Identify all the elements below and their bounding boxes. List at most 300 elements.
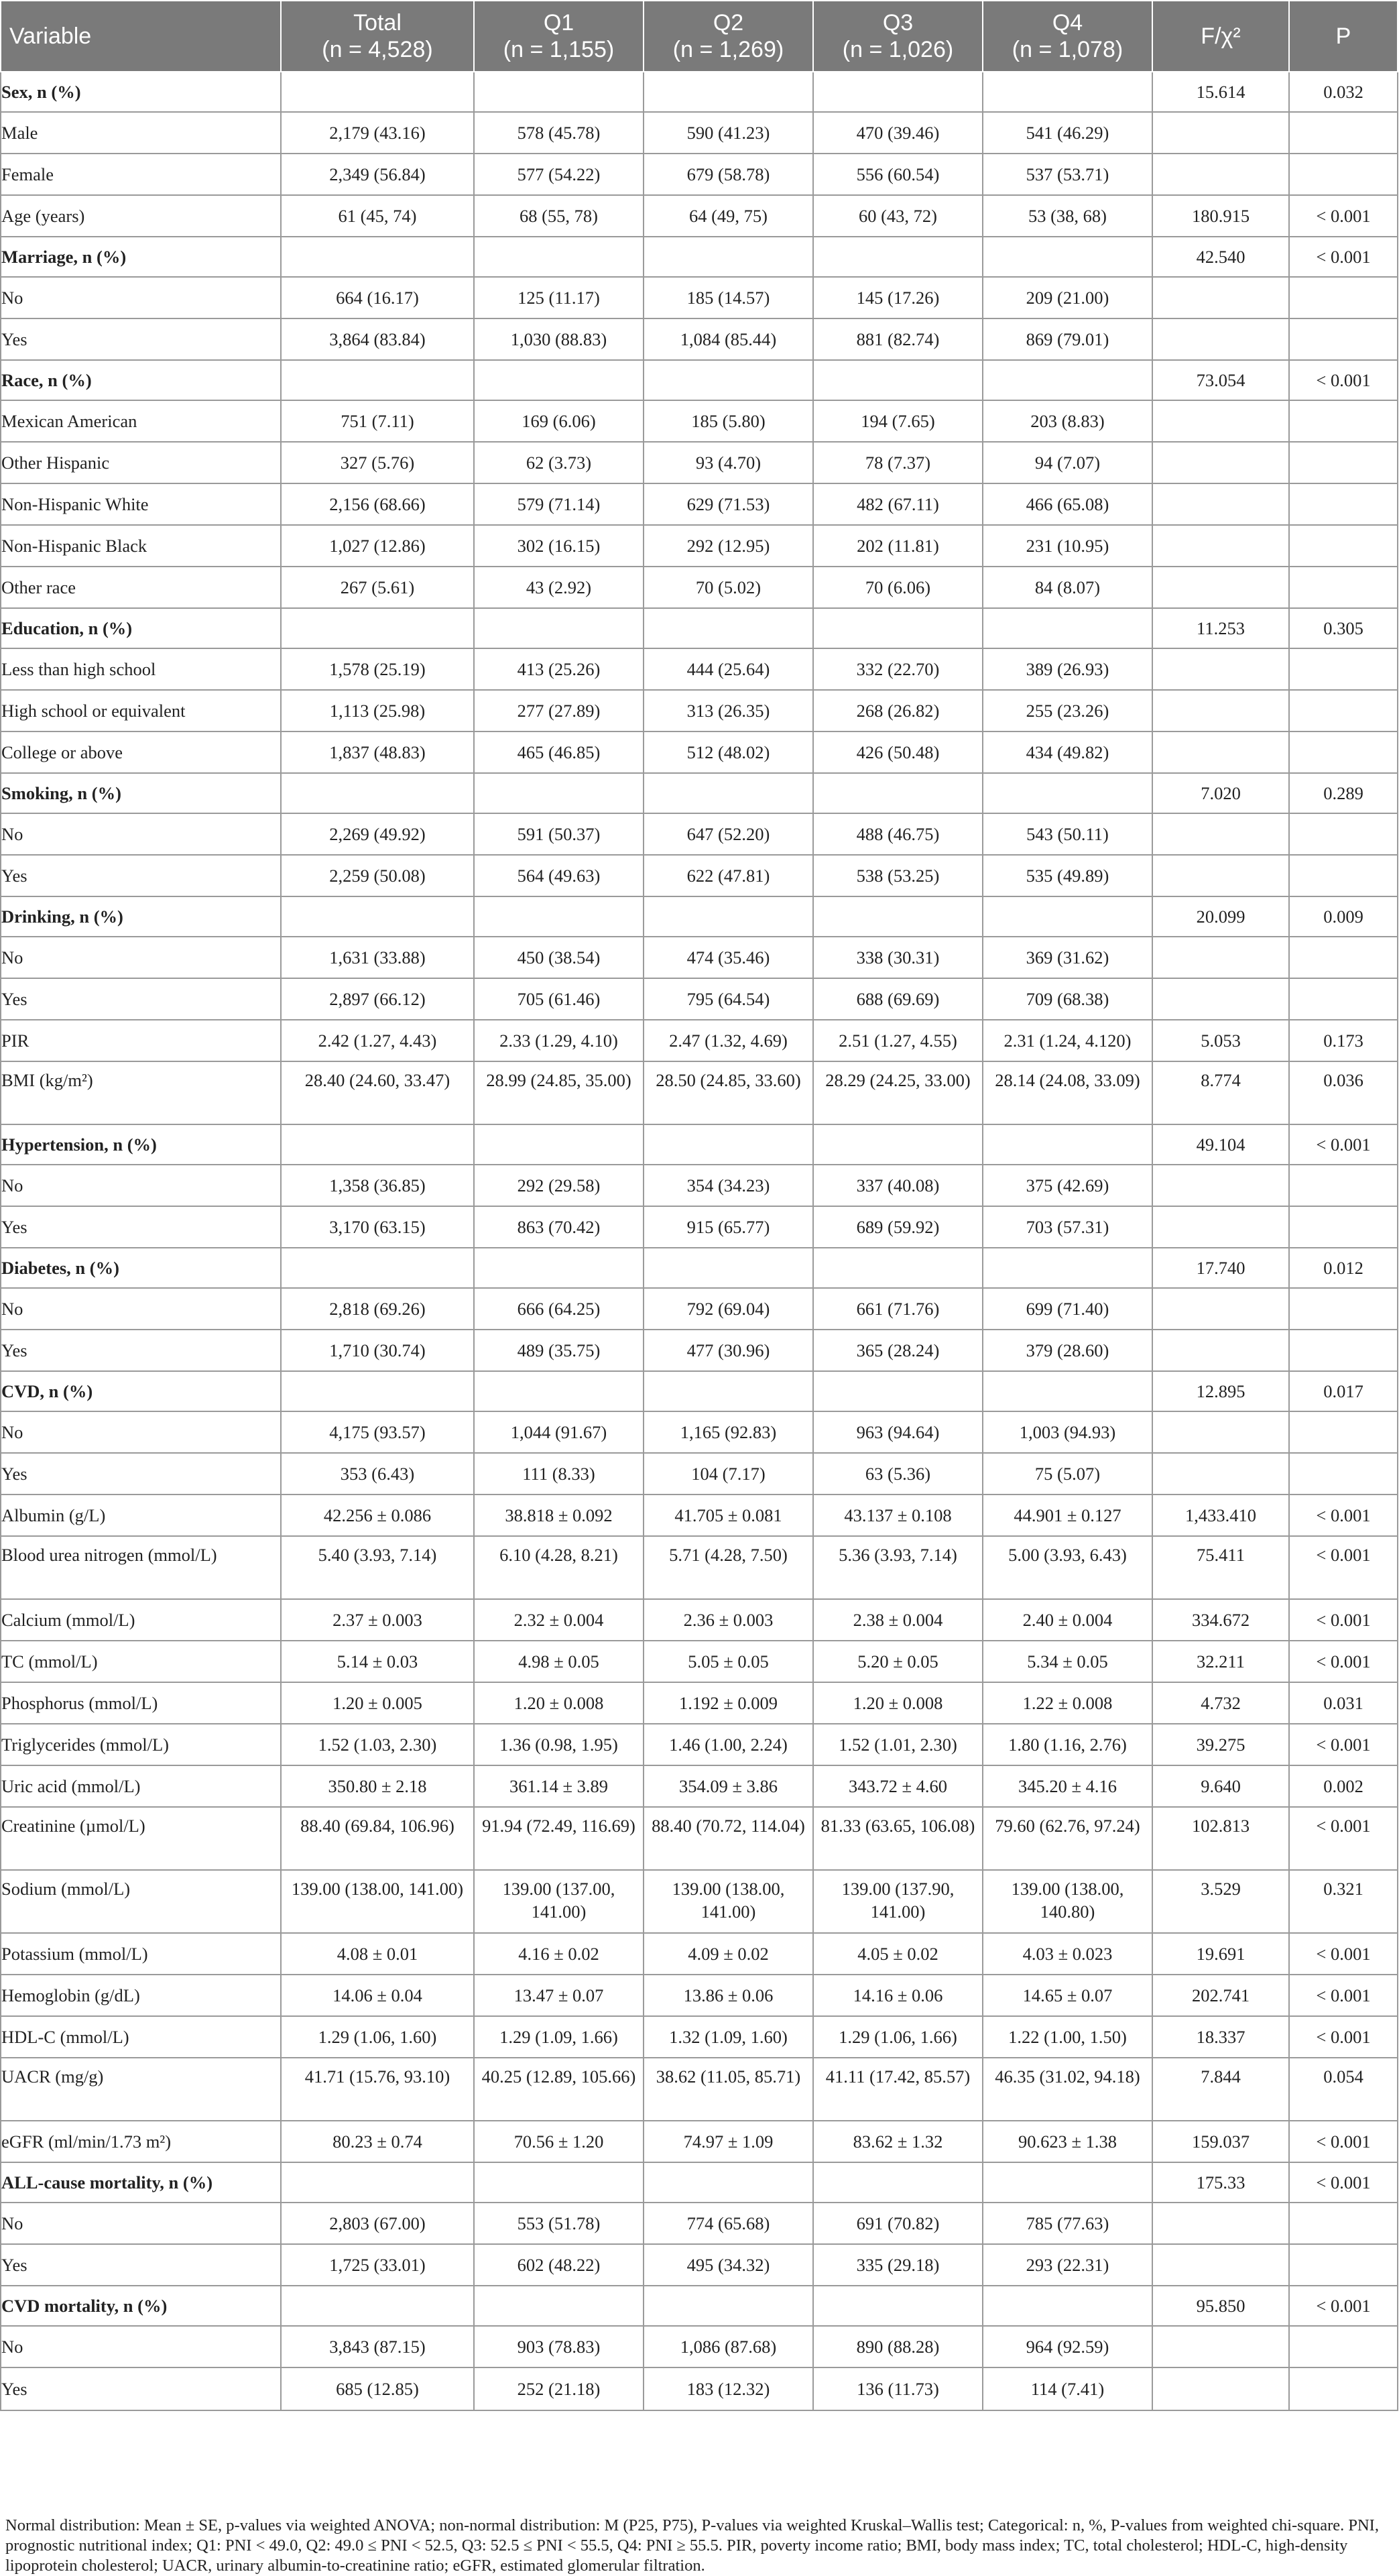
q1-cell: 450 (38.54) bbox=[474, 937, 644, 978]
group-row bbox=[1, 1371, 1398, 1411]
group-row bbox=[1, 237, 1398, 277]
table-row bbox=[1, 1536, 1398, 1599]
variable-cell: No bbox=[1, 1165, 281, 1206]
statistic-cell: 5.053 bbox=[1152, 1020, 1289, 1061]
p-value-cell: < 0.001 bbox=[1289, 1641, 1398, 1682]
q4-cell: 2.40 ± 0.004 bbox=[983, 1599, 1152, 1641]
header-p-value: P bbox=[1289, 1, 1398, 72]
q4-cell bbox=[983, 237, 1152, 277]
q4-cell: 209 (21.00) bbox=[983, 277, 1152, 318]
statistic-cell bbox=[1152, 978, 1289, 1020]
statistic-cell: 1,433.410 bbox=[1152, 1495, 1289, 1536]
variable-cell: Non-Hispanic Black bbox=[1, 525, 281, 567]
q2-cell: 795 (64.54) bbox=[644, 978, 813, 1020]
variable-cell: Blood urea nitrogen (mmol/L) bbox=[1, 1536, 281, 1599]
statistic-cell: 9.640 bbox=[1152, 1765, 1289, 1807]
variable-cell: No bbox=[1, 1411, 281, 1453]
q3-cell: 268 (26.82) bbox=[813, 690, 983, 731]
table-row bbox=[1, 2203, 1398, 2244]
p-value-cell bbox=[1289, 1330, 1398, 1371]
total-cell bbox=[281, 2286, 474, 2326]
q1-cell: 903 (78.83) bbox=[474, 2326, 644, 2367]
p-value-cell bbox=[1289, 442, 1398, 483]
q2-cell: 1,086 (87.68) bbox=[644, 2326, 813, 2367]
variable-cell: PIR bbox=[1, 1020, 281, 1061]
statistic-cell: 39.275 bbox=[1152, 1724, 1289, 1765]
statistic-cell bbox=[1152, 731, 1289, 773]
q1-cell bbox=[474, 1124, 644, 1165]
q1-cell: 602 (48.22) bbox=[474, 2244, 644, 2286]
q1-cell: 1.20 ± 0.008 bbox=[474, 1682, 644, 1724]
header-total: Total (n = 4,528) bbox=[281, 1, 474, 72]
q3-cell: 1.20 ± 0.008 bbox=[813, 1682, 983, 1724]
q2-cell: 70 (5.02) bbox=[644, 567, 813, 608]
q4-cell: 1.80 (1.16, 2.76) bbox=[983, 1724, 1152, 1765]
table-row bbox=[1, 1453, 1398, 1495]
total-cell: 2.37 ± 0.003 bbox=[281, 1599, 474, 1641]
table-row bbox=[1, 2244, 1398, 2286]
q1-cell: 2.33 (1.29, 4.10) bbox=[474, 1020, 644, 1061]
q4-cell bbox=[983, 72, 1152, 112]
statistic-cell bbox=[1152, 1453, 1289, 1495]
table-row bbox=[1, 277, 1398, 318]
statistic-cell: 42.540 bbox=[1152, 237, 1289, 277]
table-row bbox=[1, 1599, 1398, 1641]
p-value-cell bbox=[1289, 1453, 1398, 1495]
statistic-cell bbox=[1152, 112, 1289, 154]
q3-cell: 488 (46.75) bbox=[813, 813, 983, 855]
q2-cell: 4.09 ± 0.02 bbox=[644, 1933, 813, 1975]
q2-cell: 74.97 ± 1.09 bbox=[644, 2121, 813, 2162]
table-body bbox=[1, 72, 1398, 2410]
variable-cell: Age (years) bbox=[1, 195, 281, 237]
total-cell: 2,803 (67.00) bbox=[281, 2203, 474, 2244]
q1-cell: 4.16 ± 0.02 bbox=[474, 1933, 644, 1975]
q4-cell: 1.22 ± 0.008 bbox=[983, 1682, 1152, 1724]
q1-cell: 578 (45.78) bbox=[474, 112, 644, 154]
total-cell: 1,027 (12.86) bbox=[281, 525, 474, 567]
variable-cell: Yes bbox=[1, 1206, 281, 1248]
table-row bbox=[1, 690, 1398, 731]
variable-cell: UACR (mg/g) bbox=[1, 2058, 281, 2121]
variable-cell: Yes bbox=[1, 2367, 281, 2410]
total-cell: 353 (6.43) bbox=[281, 1453, 474, 1495]
variable-cell: eGFR (ml/min/1.73 m²) bbox=[1, 2121, 281, 2162]
q2-cell: 444 (25.64) bbox=[644, 648, 813, 690]
q3-cell: 5.20 ± 0.05 bbox=[813, 1641, 983, 1682]
q2-cell: 139.00 (138.00, 141.00) bbox=[644, 1870, 813, 1933]
q3-cell: 963 (94.64) bbox=[813, 1411, 983, 1453]
statistic-cell bbox=[1152, 690, 1289, 731]
q4-cell: 379 (28.60) bbox=[983, 1330, 1152, 1371]
q4-cell bbox=[983, 1248, 1152, 1288]
q1-cell: 43 (2.92) bbox=[474, 567, 644, 608]
statistic-cell bbox=[1152, 525, 1289, 567]
q2-cell: 13.86 ± 0.06 bbox=[644, 1975, 813, 2016]
q1-cell: 863 (70.42) bbox=[474, 1206, 644, 1248]
statistic-cell: 334.672 bbox=[1152, 1599, 1289, 1641]
q3-cell: 4.05 ± 0.02 bbox=[813, 1933, 983, 1975]
table-row bbox=[1, 1807, 1398, 1870]
total-cell bbox=[281, 1371, 474, 1411]
table-row bbox=[1, 1765, 1398, 1807]
q4-cell: 389 (26.93) bbox=[983, 648, 1152, 690]
p-value-cell: < 0.001 bbox=[1289, 2162, 1398, 2203]
variable-cell: Drinking, n (%) bbox=[1, 896, 281, 937]
q4-cell: 231 (10.95) bbox=[983, 525, 1152, 567]
q1-cell: 564 (49.63) bbox=[474, 855, 644, 896]
table-row bbox=[1, 1724, 1398, 1765]
table-row bbox=[1, 1061, 1398, 1124]
q3-cell: 881 (82.74) bbox=[813, 318, 983, 360]
total-cell: 88.40 (69.84, 106.96) bbox=[281, 1807, 474, 1870]
q2-cell: 1.192 ± 0.009 bbox=[644, 1682, 813, 1724]
variable-cell: Phosphorus (mmol/L) bbox=[1, 1682, 281, 1724]
variable-cell: Hypertension, n (%) bbox=[1, 1124, 281, 1165]
total-cell: 42.256 ± 0.086 bbox=[281, 1495, 474, 1536]
variable-cell: Other Hispanic bbox=[1, 442, 281, 483]
q3-cell: 136 (11.73) bbox=[813, 2367, 983, 2410]
table-row bbox=[1, 978, 1398, 1020]
statistic-cell: 7.020 bbox=[1152, 773, 1289, 813]
q3-cell bbox=[813, 360, 983, 400]
group-row bbox=[1, 2162, 1398, 2203]
total-cell bbox=[281, 1124, 474, 1165]
q4-cell: 5.00 (3.93, 6.43) bbox=[983, 1536, 1152, 1599]
table-row bbox=[1, 1682, 1398, 1724]
q2-cell: 792 (69.04) bbox=[644, 1288, 813, 1330]
q1-cell: 577 (54.22) bbox=[474, 154, 644, 195]
q4-cell: 94 (7.07) bbox=[983, 442, 1152, 483]
header-variable: Variable bbox=[1, 1, 281, 72]
p-value-cell: < 0.001 bbox=[1289, 1975, 1398, 2016]
statistic-cell bbox=[1152, 813, 1289, 855]
q2-cell: 2.36 ± 0.003 bbox=[644, 1599, 813, 1641]
statistic-cell: 17.740 bbox=[1152, 1248, 1289, 1288]
p-value-cell bbox=[1289, 1411, 1398, 1453]
q2-cell bbox=[644, 2286, 813, 2326]
q1-cell: 292 (29.58) bbox=[474, 1165, 644, 1206]
total-cell: 685 (12.85) bbox=[281, 2367, 474, 2410]
variable-cell: TC (mmol/L) bbox=[1, 1641, 281, 1682]
total-cell: 2,156 (68.66) bbox=[281, 483, 474, 525]
table-row bbox=[1, 318, 1398, 360]
total-cell: 3,170 (63.15) bbox=[281, 1206, 474, 1248]
statistic-cell: 73.054 bbox=[1152, 360, 1289, 400]
q1-cell: 705 (61.46) bbox=[474, 978, 644, 1020]
q1-cell: 68 (55, 78) bbox=[474, 195, 644, 237]
table-row bbox=[1, 1870, 1398, 1933]
q4-cell: 541 (46.29) bbox=[983, 112, 1152, 154]
q4-cell: 1,003 (94.93) bbox=[983, 1411, 1152, 1453]
q1-cell: 4.98 ± 0.05 bbox=[474, 1641, 644, 1682]
q3-cell: 1.52 (1.01, 2.30) bbox=[813, 1724, 983, 1765]
table-row bbox=[1, 855, 1398, 896]
total-cell bbox=[281, 773, 474, 813]
p-value-cell bbox=[1289, 813, 1398, 855]
q1-cell: 40.25 (12.89, 105.66) bbox=[474, 2058, 644, 2121]
q1-cell: 91.94 (72.49, 116.69) bbox=[474, 1807, 644, 1870]
variable-cell: Yes bbox=[1, 855, 281, 896]
statistic-cell bbox=[1152, 442, 1289, 483]
total-cell: 5.40 (3.93, 7.14) bbox=[281, 1536, 474, 1599]
statistic-cell bbox=[1152, 1411, 1289, 1453]
q2-cell bbox=[644, 773, 813, 813]
total-cell bbox=[281, 360, 474, 400]
p-value-cell: 0.012 bbox=[1289, 1248, 1398, 1288]
statistic-cell bbox=[1152, 1288, 1289, 1330]
q2-cell: 1,084 (85.44) bbox=[644, 318, 813, 360]
q2-cell: 2.47 (1.32, 4.69) bbox=[644, 1020, 813, 1061]
q3-cell: 2.38 ± 0.004 bbox=[813, 1599, 983, 1641]
total-cell: 2,179 (43.16) bbox=[281, 112, 474, 154]
q1-cell: 413 (25.26) bbox=[474, 648, 644, 690]
total-cell: 1.52 (1.03, 2.30) bbox=[281, 1724, 474, 1765]
statistic-cell: 18.337 bbox=[1152, 2016, 1289, 2058]
q2-cell: 1.46 (1.00, 2.24) bbox=[644, 1724, 813, 1765]
q3-cell: 41.11 (17.42, 85.57) bbox=[813, 2058, 983, 2121]
p-value-cell: < 0.001 bbox=[1289, 1495, 1398, 1536]
q3-cell: 83.62 ± 1.32 bbox=[813, 2121, 983, 2162]
q4-cell: 44.901 ± 0.127 bbox=[983, 1495, 1152, 1536]
q1-cell: 277 (27.89) bbox=[474, 690, 644, 731]
q2-cell: 64 (49, 75) bbox=[644, 195, 813, 237]
total-cell: 1,837 (48.83) bbox=[281, 731, 474, 773]
table-row bbox=[1, 1933, 1398, 1975]
statistic-cell bbox=[1152, 648, 1289, 690]
p-value-cell: < 0.001 bbox=[1289, 1724, 1398, 1765]
q1-cell bbox=[474, 608, 644, 648]
total-cell bbox=[281, 608, 474, 648]
p-value-cell bbox=[1289, 2326, 1398, 2367]
q3-cell bbox=[813, 2286, 983, 2326]
q1-cell: 465 (46.85) bbox=[474, 731, 644, 773]
total-cell: 1.20 ± 0.005 bbox=[281, 1682, 474, 1724]
total-cell bbox=[281, 2162, 474, 2203]
q1-cell bbox=[474, 360, 644, 400]
table-row bbox=[1, 2058, 1398, 2121]
total-cell: 1,113 (25.98) bbox=[281, 690, 474, 731]
p-value-cell bbox=[1289, 855, 1398, 896]
statistic-cell: 20.099 bbox=[1152, 896, 1289, 937]
statistic-cell bbox=[1152, 855, 1289, 896]
p-value-cell bbox=[1289, 648, 1398, 690]
q3-cell: 43.137 ± 0.108 bbox=[813, 1495, 983, 1536]
total-cell: 28.40 (24.60, 33.47) bbox=[281, 1061, 474, 1124]
variable-cell: CVD mortality, n (%) bbox=[1, 2286, 281, 2326]
q4-cell: 869 (79.01) bbox=[983, 318, 1152, 360]
total-cell bbox=[281, 896, 474, 937]
total-cell: 1,578 (25.19) bbox=[281, 648, 474, 690]
statistic-cell bbox=[1152, 400, 1289, 442]
q3-cell: 5.36 (3.93, 7.14) bbox=[813, 1536, 983, 1599]
q3-cell: 661 (71.76) bbox=[813, 1288, 983, 1330]
q1-cell: 125 (11.17) bbox=[474, 277, 644, 318]
q3-cell: 1.29 (1.06, 1.66) bbox=[813, 2016, 983, 2058]
q4-cell bbox=[983, 896, 1152, 937]
statistic-cell bbox=[1152, 2244, 1289, 2286]
total-cell: 2,269 (49.92) bbox=[281, 813, 474, 855]
table-row bbox=[1, 1975, 1398, 2016]
total-cell: 1,631 (33.88) bbox=[281, 937, 474, 978]
q4-cell: 1.22 (1.00, 1.50) bbox=[983, 2016, 1152, 2058]
p-value-cell bbox=[1289, 318, 1398, 360]
q3-cell: 890 (88.28) bbox=[813, 2326, 983, 2367]
variable-cell: No bbox=[1, 2203, 281, 2244]
q3-cell: 202 (11.81) bbox=[813, 525, 983, 567]
variable-cell: Race, n (%) bbox=[1, 360, 281, 400]
q3-cell bbox=[813, 1248, 983, 1288]
variable-cell: Hemoglobin (g/dL) bbox=[1, 1975, 281, 2016]
total-cell: 2,259 (50.08) bbox=[281, 855, 474, 896]
q1-cell: 1.29 (1.09, 1.66) bbox=[474, 2016, 644, 2058]
q4-cell: 345.20 ± 4.16 bbox=[983, 1765, 1152, 1807]
p-value-cell: < 0.001 bbox=[1289, 2121, 1398, 2162]
q2-cell: 185 (14.57) bbox=[644, 277, 813, 318]
statistic-cell: 202.741 bbox=[1152, 1975, 1289, 2016]
q4-cell: 293 (22.31) bbox=[983, 2244, 1152, 2286]
statistic-cell bbox=[1152, 483, 1289, 525]
q4-cell: 5.34 ± 0.05 bbox=[983, 1641, 1152, 1682]
variable-cell: College or above bbox=[1, 731, 281, 773]
q1-cell: 591 (50.37) bbox=[474, 813, 644, 855]
q1-cell: 489 (35.75) bbox=[474, 1330, 644, 1371]
q2-cell: 629 (71.53) bbox=[644, 483, 813, 525]
q4-cell: 785 (77.63) bbox=[983, 2203, 1152, 2244]
table-row bbox=[1, 648, 1398, 690]
statistic-cell bbox=[1152, 1165, 1289, 1206]
q1-cell: 70.56 ± 1.20 bbox=[474, 2121, 644, 2162]
table-row bbox=[1, 567, 1398, 608]
q1-cell: 1,030 (88.83) bbox=[474, 318, 644, 360]
variable-cell: No bbox=[1, 813, 281, 855]
table-row bbox=[1, 813, 1398, 855]
q3-cell: 343.72 ± 4.60 bbox=[813, 1765, 983, 1807]
q3-cell: 556 (60.54) bbox=[813, 154, 983, 195]
q2-cell: 1,165 (92.83) bbox=[644, 1411, 813, 1453]
q4-cell: 79.60 (62.76, 97.24) bbox=[983, 1807, 1152, 1870]
q1-cell: 1.36 (0.98, 1.95) bbox=[474, 1724, 644, 1765]
p-value-cell: < 0.001 bbox=[1289, 1807, 1398, 1870]
p-value-cell bbox=[1289, 567, 1398, 608]
variable-cell: Yes bbox=[1, 1453, 281, 1495]
table-row bbox=[1, 400, 1398, 442]
statistic-cell bbox=[1152, 2203, 1289, 2244]
p-value-cell: 0.289 bbox=[1289, 773, 1398, 813]
total-cell: 2,897 (66.12) bbox=[281, 978, 474, 1020]
p-value-cell bbox=[1289, 690, 1398, 731]
q1-cell bbox=[474, 72, 644, 112]
p-value-cell: < 0.001 bbox=[1289, 237, 1398, 277]
q2-cell: 477 (30.96) bbox=[644, 1330, 813, 1371]
q4-cell: 699 (71.40) bbox=[983, 1288, 1152, 1330]
group-row bbox=[1, 72, 1398, 112]
total-cell: 2,818 (69.26) bbox=[281, 1288, 474, 1330]
p-value-cell: 0.009 bbox=[1289, 896, 1398, 937]
q3-cell: 194 (7.65) bbox=[813, 400, 983, 442]
statistic-cell bbox=[1152, 1206, 1289, 1248]
q3-cell: 2.51 (1.27, 4.55) bbox=[813, 1020, 983, 1061]
q1-cell: 139.00 (137.00, 141.00) bbox=[474, 1870, 644, 1933]
q2-cell: 104 (7.17) bbox=[644, 1453, 813, 1495]
q1-cell: 666 (64.25) bbox=[474, 1288, 644, 1330]
p-value-cell bbox=[1289, 112, 1398, 154]
q3-cell: 81.33 (63.65, 106.08) bbox=[813, 1807, 983, 1870]
q1-cell: 252 (21.18) bbox=[474, 2367, 644, 2410]
q1-cell: 13.47 ± 0.07 bbox=[474, 1975, 644, 2016]
variable-cell: Female bbox=[1, 154, 281, 195]
variable-cell: Male bbox=[1, 112, 281, 154]
q4-cell: 535 (49.89) bbox=[983, 855, 1152, 896]
p-value-cell: < 0.001 bbox=[1289, 1124, 1398, 1165]
variable-cell: Non-Hispanic White bbox=[1, 483, 281, 525]
total-cell: 2,349 (56.84) bbox=[281, 154, 474, 195]
q4-cell: 2.31 (1.24, 4.120) bbox=[983, 1020, 1152, 1061]
q2-cell bbox=[644, 2162, 813, 2203]
q2-cell: 28.50 (24.85, 33.60) bbox=[644, 1061, 813, 1124]
variable-cell: Creatinine (µmol/L) bbox=[1, 1807, 281, 1870]
q3-cell: 335 (29.18) bbox=[813, 2244, 983, 2286]
group-row bbox=[1, 1124, 1398, 1165]
statistic-cell bbox=[1152, 277, 1289, 318]
q3-cell: 338 (30.31) bbox=[813, 937, 983, 978]
statistic-cell: 102.813 bbox=[1152, 1807, 1289, 1870]
p-value-cell: 0.305 bbox=[1289, 608, 1398, 648]
statistic-cell: 12.895 bbox=[1152, 1371, 1289, 1411]
q2-cell bbox=[644, 360, 813, 400]
q3-cell bbox=[813, 2162, 983, 2203]
table-row bbox=[1, 1020, 1398, 1061]
q2-cell: 1.32 (1.09, 1.60) bbox=[644, 2016, 813, 2058]
q3-cell: 63 (5.36) bbox=[813, 1453, 983, 1495]
table-row bbox=[1, 2326, 1398, 2367]
q4-cell bbox=[983, 608, 1152, 648]
q1-cell: 1,044 (91.67) bbox=[474, 1411, 644, 1453]
total-cell: 1,710 (30.74) bbox=[281, 1330, 474, 1371]
q3-cell: 332 (22.70) bbox=[813, 648, 983, 690]
q4-cell bbox=[983, 1124, 1152, 1165]
table-row bbox=[1, 154, 1398, 195]
q1-cell: 6.10 (4.28, 8.21) bbox=[474, 1536, 644, 1599]
total-cell: 2.42 (1.27, 4.43) bbox=[281, 1020, 474, 1061]
group-row bbox=[1, 360, 1398, 400]
total-cell bbox=[281, 1248, 474, 1288]
q3-cell: 689 (59.92) bbox=[813, 1206, 983, 1248]
q4-cell: 709 (68.38) bbox=[983, 978, 1152, 1020]
p-value-cell bbox=[1289, 937, 1398, 978]
p-value-cell bbox=[1289, 277, 1398, 318]
q2-cell bbox=[644, 896, 813, 937]
q3-cell bbox=[813, 608, 983, 648]
q2-cell bbox=[644, 608, 813, 648]
p-value-cell bbox=[1289, 2203, 1398, 2244]
q1-cell: 111 (8.33) bbox=[474, 1453, 644, 1495]
q4-cell bbox=[983, 2286, 1152, 2326]
variable-cell: Yes bbox=[1, 2244, 281, 2286]
table-row bbox=[1, 1206, 1398, 1248]
q1-cell: 2.32 ± 0.004 bbox=[474, 1599, 644, 1641]
q3-cell: 426 (50.48) bbox=[813, 731, 983, 773]
table-row bbox=[1, 2121, 1398, 2162]
q3-cell bbox=[813, 72, 983, 112]
q2-cell bbox=[644, 72, 813, 112]
q4-cell bbox=[983, 773, 1152, 813]
q3-cell: 365 (28.24) bbox=[813, 1330, 983, 1371]
q1-cell: 38.818 ± 0.092 bbox=[474, 1495, 644, 1536]
table-row bbox=[1, 195, 1398, 237]
q1-cell bbox=[474, 773, 644, 813]
table-row bbox=[1, 1641, 1398, 1682]
